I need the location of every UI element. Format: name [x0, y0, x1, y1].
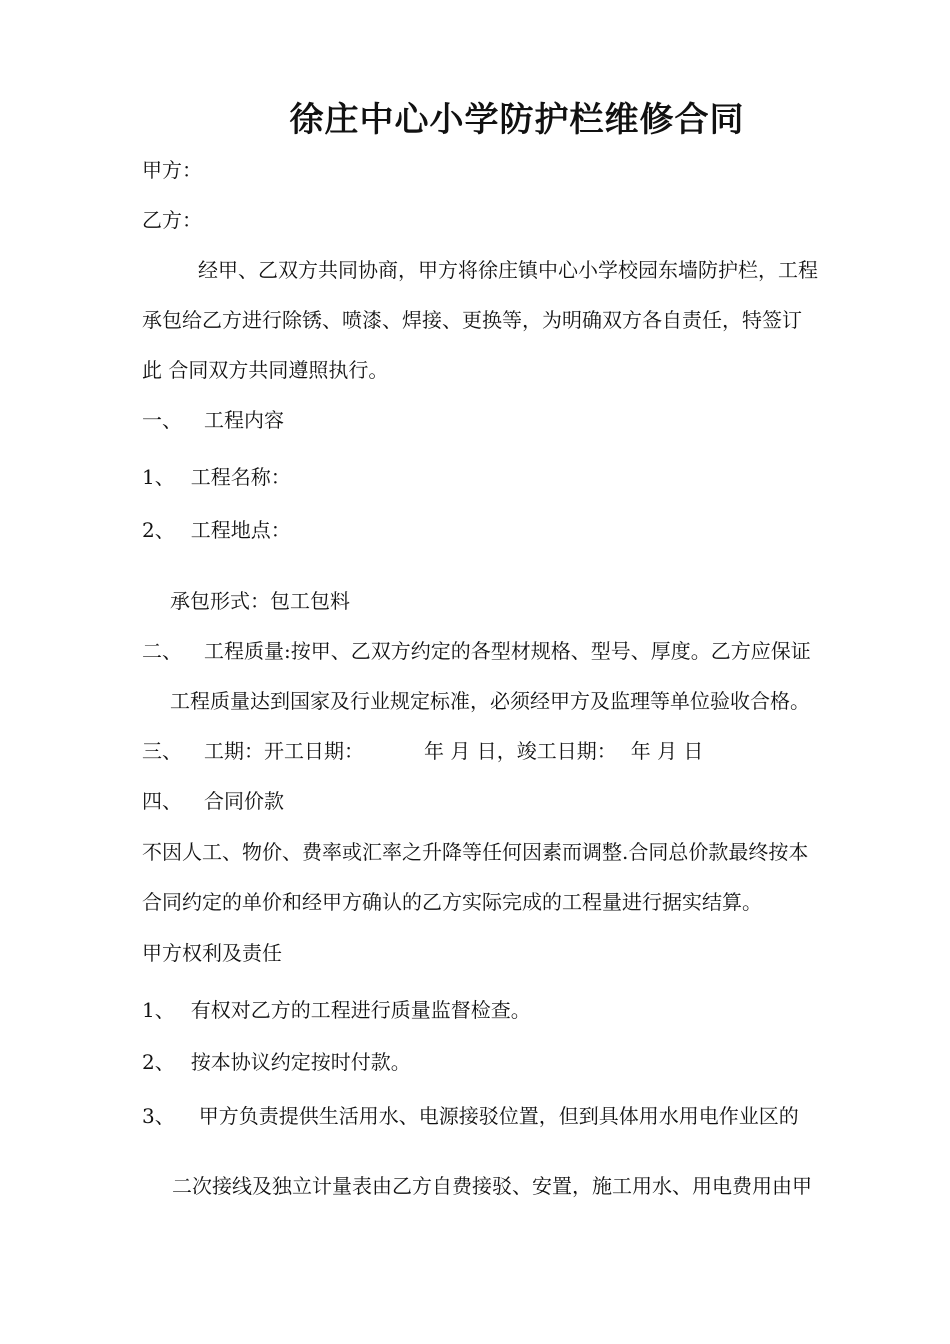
section-4-number: 四、 — [142, 789, 182, 813]
section-1-number: 一、 — [142, 408, 182, 432]
section-4-heading — [142, 787, 284, 815]
section-4-text: 合同价款 — [204, 789, 284, 813]
item-number: 2、 — [142, 518, 175, 542]
rights-item-2 — [142, 1048, 411, 1076]
section-1-text: 工程内容 — [204, 408, 284, 432]
document-title: 徐庄中心小学防护栏维修合同 — [289, 100, 745, 140]
section-1-item-1 — [142, 463, 291, 491]
item-text: 甲方负责提供生活用水、电源接驳位置，但到具体用水用电作业区的 — [198, 1104, 799, 1128]
intro-line-1: 经甲、乙双方共同协商，甲方将徐庄镇中心小学校园东墙防护栏，工程 — [198, 258, 818, 282]
section-2-number: 二、 — [142, 639, 182, 663]
section-3-number: 三、 — [142, 739, 182, 763]
section-1-item-2 — [142, 516, 291, 544]
party-b-label: 乙方： — [142, 208, 202, 232]
item-number: 1、 — [142, 465, 175, 489]
contract-form: 承包形式：包工包料 — [170, 589, 350, 613]
section-1-heading — [142, 406, 284, 434]
section-3-line — [142, 737, 703, 765]
item-text: 按本协议约定按时付款。 — [190, 1050, 411, 1074]
section-2-line-2: 工程质量达到国家及行业规定标准，必须经甲方及监理等单位验收合格。 — [170, 689, 810, 713]
section-2-text: 工程质量:按甲、乙双方约定的各型材规格、型号、厚度。乙方应保证 — [204, 639, 811, 663]
price-line-2: 合同约定的单价和经甲方确认的乙方实际完成的工程量进行据实结算。 — [142, 890, 762, 914]
price-line-1: 不因人工、物价、费率或汇率之升降等任何因素而调整.合同总价款最终按本 — [142, 840, 809, 864]
rights-item-3 — [142, 1102, 799, 1130]
rights-item-1 — [142, 996, 531, 1024]
item-text: 工程地点： — [190, 518, 291, 542]
start-date: 年 月 日，竣工日期： — [424, 739, 617, 763]
item-number: 1、 — [142, 998, 175, 1022]
section-2-line-1 — [142, 637, 811, 665]
item-text: 有权对乙方的工程进行质量监督检查。 — [190, 998, 531, 1022]
rights-item-3-continuation: 二次接线及独立计量表由乙方自费接驳、安置，施工用水、用电费用由甲 — [172, 1174, 812, 1198]
item-number: 2、 — [142, 1050, 175, 1074]
intro-line-3: 此 合同双方共同遵照执行。 — [142, 358, 389, 382]
section-3-text: 工期：开工日期： — [204, 739, 364, 763]
item-number: 3、 — [142, 1104, 175, 1128]
item-text: 工程名称： — [190, 465, 291, 489]
intro-line-2: 承包给乙方进行除锈、喷漆、焊接、更换等，为明确双方各自责任，特签订 — [142, 308, 802, 332]
end-date: 年 月 日 — [630, 739, 704, 763]
party-a-label: 甲方： — [142, 158, 202, 182]
party-a-rights-heading: 甲方权利及责任 — [142, 941, 282, 965]
